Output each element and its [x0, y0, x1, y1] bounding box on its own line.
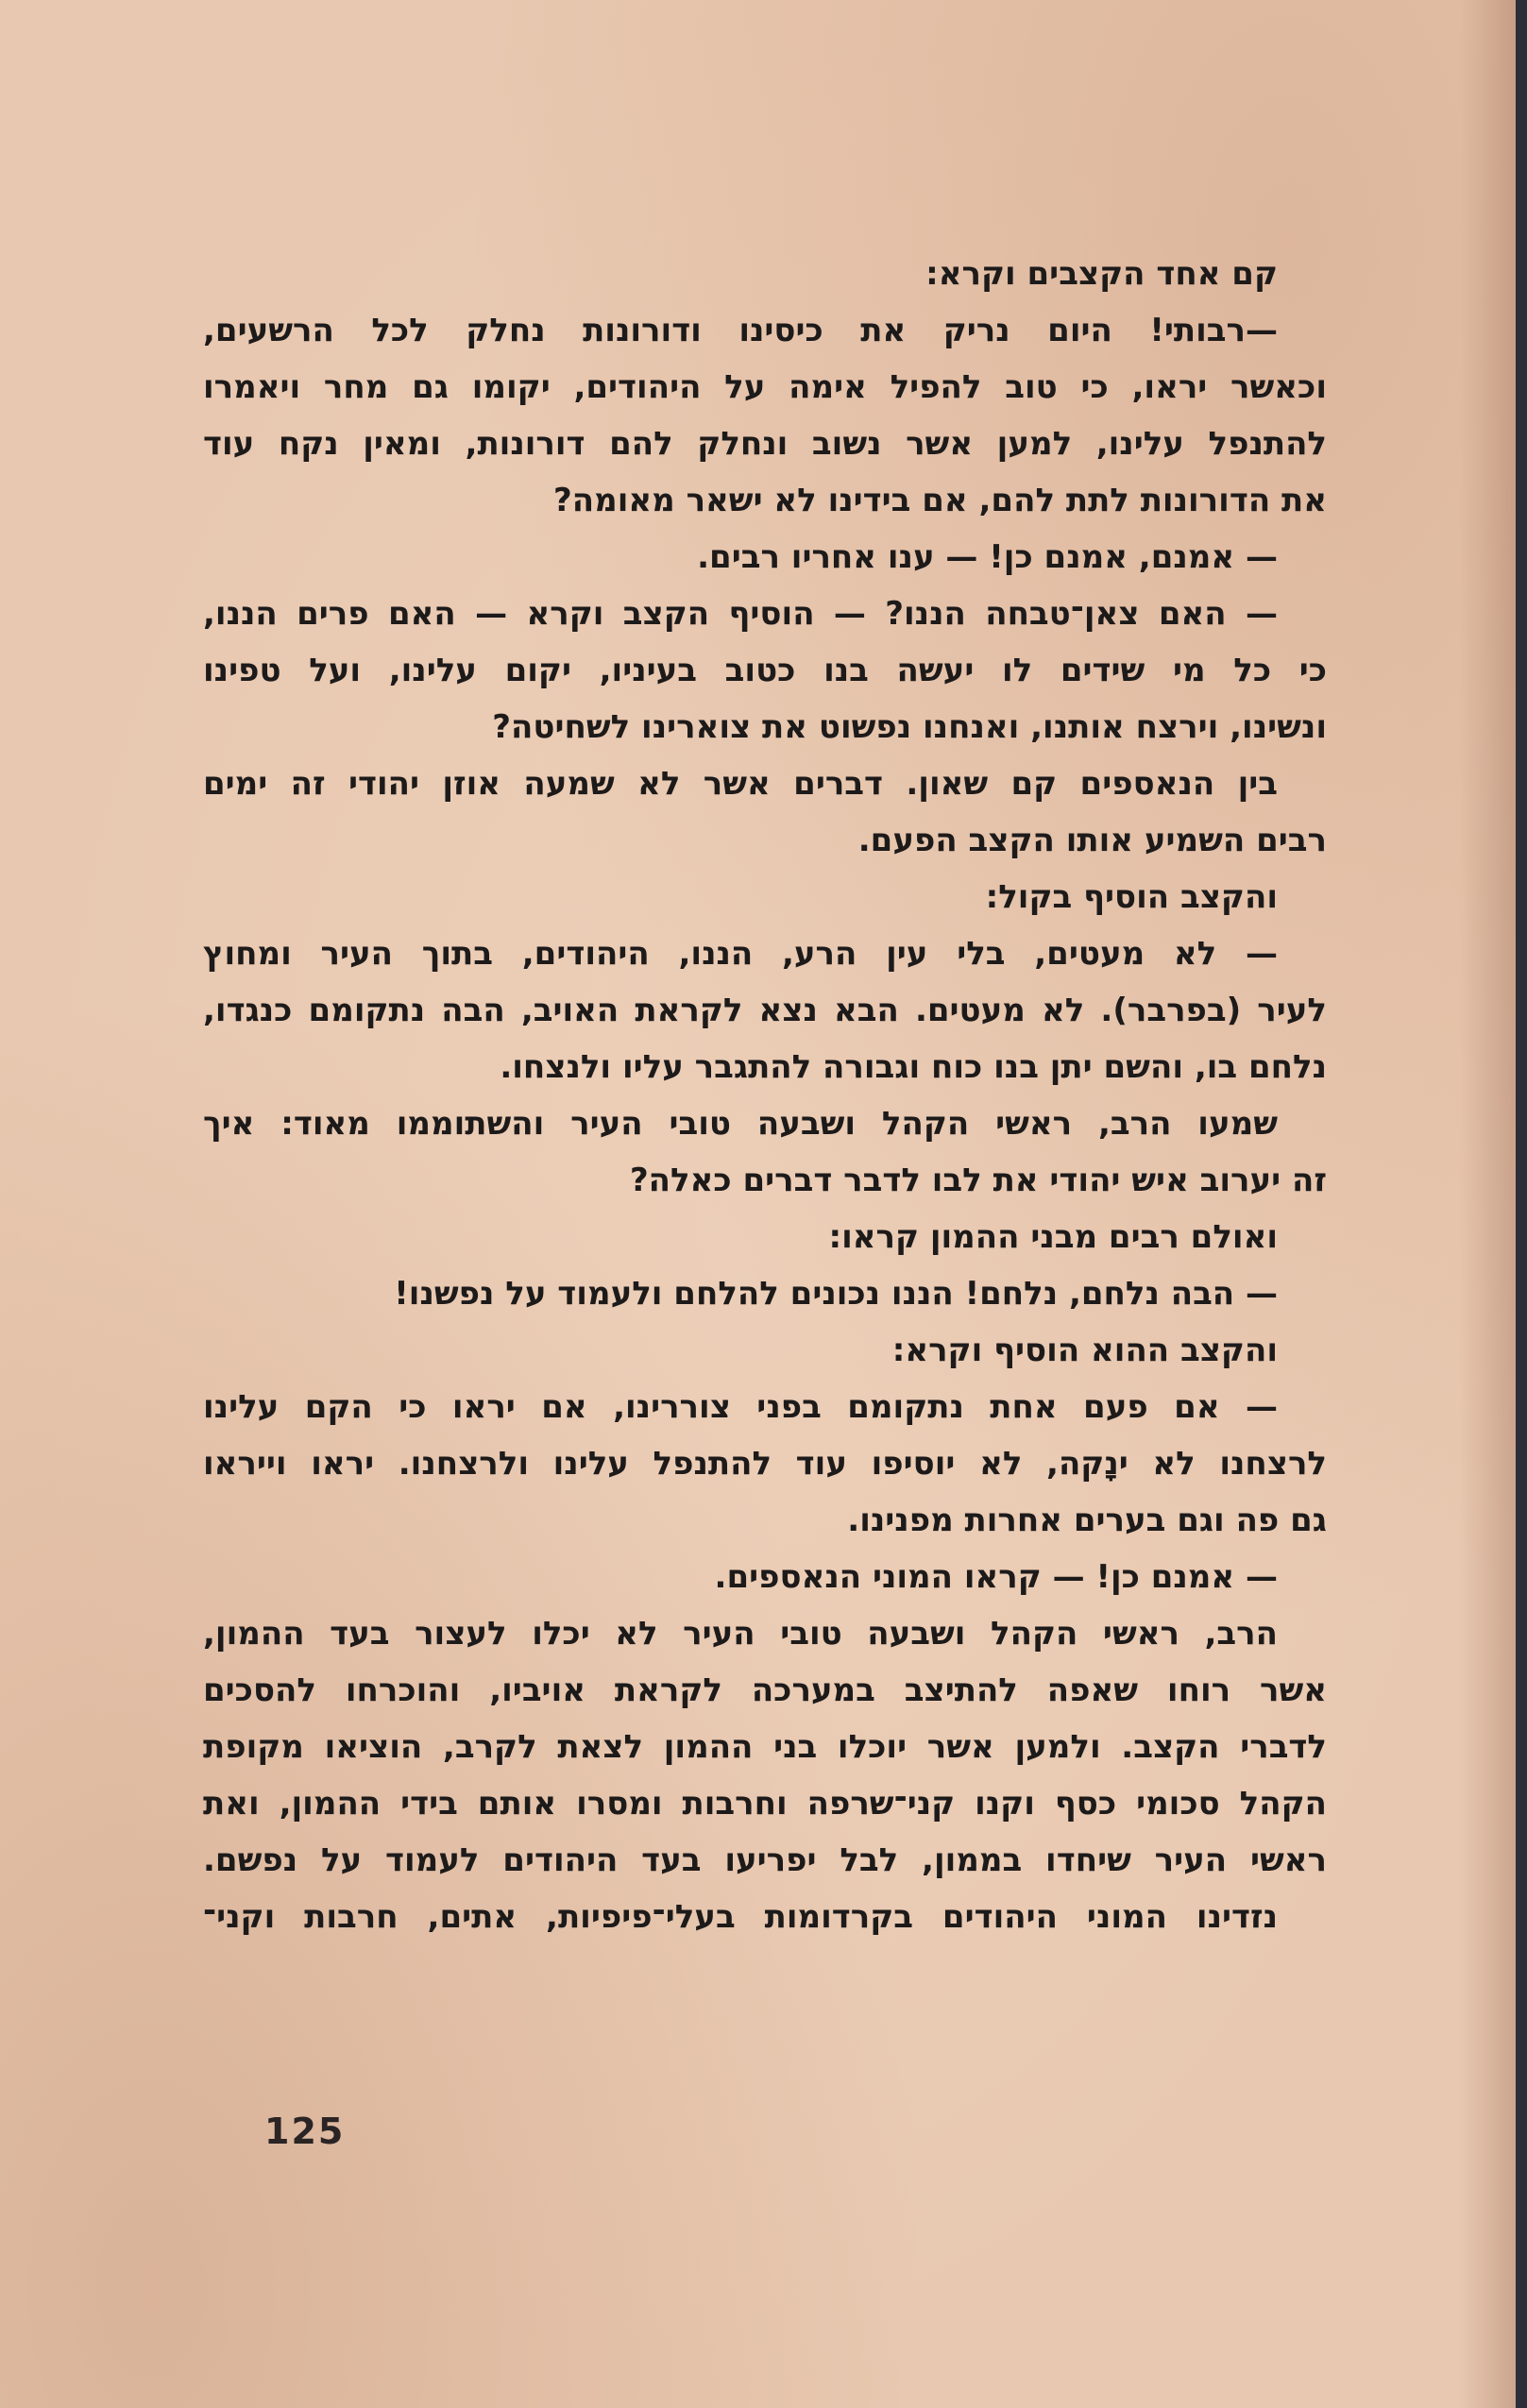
text-line: נלחם בו, והשם יתן בנו כוח וגבורה להתגבר עליו ולנצחו. [500, 1048, 1327, 1086]
text-line: הרב, ראשי הקהל ושבעה טובי העיר לא יכלו לעצור בעד ההמון, [203, 1615, 1278, 1653]
text-line: ואולם רבים מבני ההמון קראו: [828, 1218, 1278, 1256]
text-line: אשר רוחו שאפה להתיצב במערכה לקראת אויביו, והוכרחו להסכים [203, 1671, 1327, 1709]
text-line: והקצב הוסיף בקול: [985, 878, 1278, 916]
text-line: בין הנאספים קם שאון. דברים אשר לא שמעה אוזן יהודי זה ימים [203, 765, 1278, 803]
text-line: — אמנם כן! — קראו המוני הנאספים. [714, 1558, 1278, 1596]
text-line: לרצחנו לא ינָקה, לא יוסיפו עוד להתנפל עלינו ולרצחנו. יראו וייראו [203, 1445, 1327, 1483]
text-line: —רבותי! היום נריק את כיסינו ודורונות נחלק לכל הרשעים, [203, 312, 1278, 349]
text-line: ראשי העיר שיחדו בממון, לבל יפריעו בעד היהודים לעמוד על נפשם. [203, 1841, 1327, 1879]
text-line: קם אחד הקצבים וקרא: [925, 255, 1278, 293]
text-line: רבים השמיע אותו הקצב הפעם. [857, 822, 1327, 859]
text-line: את הדורונות לתת להם, אם בידינו לא ישאר מאומה? [553, 482, 1327, 519]
text-line: ונשינו, וירצח אותנו, ואנחנו נפשוט את צוארינו לשחיטה? [492, 708, 1327, 746]
text-line: שמעו הרב, ראשי הקהל ושבעה טובי העיר והשתוממו מאוד: איך [203, 1105, 1278, 1143]
text-line: והקצב ההוא הוסיף וקרא: [891, 1331, 1278, 1369]
page-edge-shadow [1459, 0, 1516, 2408]
text-line: זה יערוב איש יהודי את לבו לדבר דברים כאלה? [629, 1162, 1327, 1199]
text-line: — אם פעם אחת נתקומם בפני צוררינו, אם יראו כי הקם עלינו [203, 1388, 1278, 1426]
text-line: — אמנם, אמנם כן! — ענו אחריו רבים. [697, 538, 1278, 576]
text-line: — לא מעטים, בלי עין הרע, הננו, היהודים, בתוך העיר ומחוץ [203, 935, 1278, 973]
text-line: כי כל מי שידים לו יעשה בנו כטוב בעיניו, יקום עלינו, ועל טפינו [203, 652, 1327, 689]
text-line: וכאשר יראו, כי טוב להפיל אימה על היהודים, יקומו גם מחר ויאמרו [203, 368, 1327, 406]
page-text [203, 246, 1327, 1945]
text-line: גם פה וגם בערים אחרות מפנינו. [847, 1501, 1327, 1539]
text-line: לעיר (בפרבר). לא מעטים. הבא נצא לקראת האויב, הבה נתקומם כנגדו, [203, 992, 1327, 1029]
text-line: נזדינו המוני היהודים בקרדומות בעלי־פיפיות, אתים, חרבות וקני־ [203, 1898, 1278, 1936]
page-number: 125 [264, 2111, 346, 2152]
text-line: להתנפל עלינו, למען אשר נשוב ונחלק להם דורונות, ומאין נקח עוד [203, 425, 1327, 463]
text-line: לדברי הקצב. ולמען אשר יוכלו בני ההמון לצאת לקרב, הוציאו מקופת [203, 1728, 1327, 1766]
text-line: הקהל סכומי כסף וקנו קני־שרפה וחרבות ומסרו אותם בידי ההמון, ואת [203, 1785, 1327, 1823]
text-line: — האם צאן־טבחה הננו? — הוסיף הקצב וקרא — האם פרים הננו, [203, 595, 1278, 633]
text-line: — הבה נלחם, נלחם! הננו נכונים להלחם ולעמוד על נפשנו! [394, 1275, 1278, 1313]
